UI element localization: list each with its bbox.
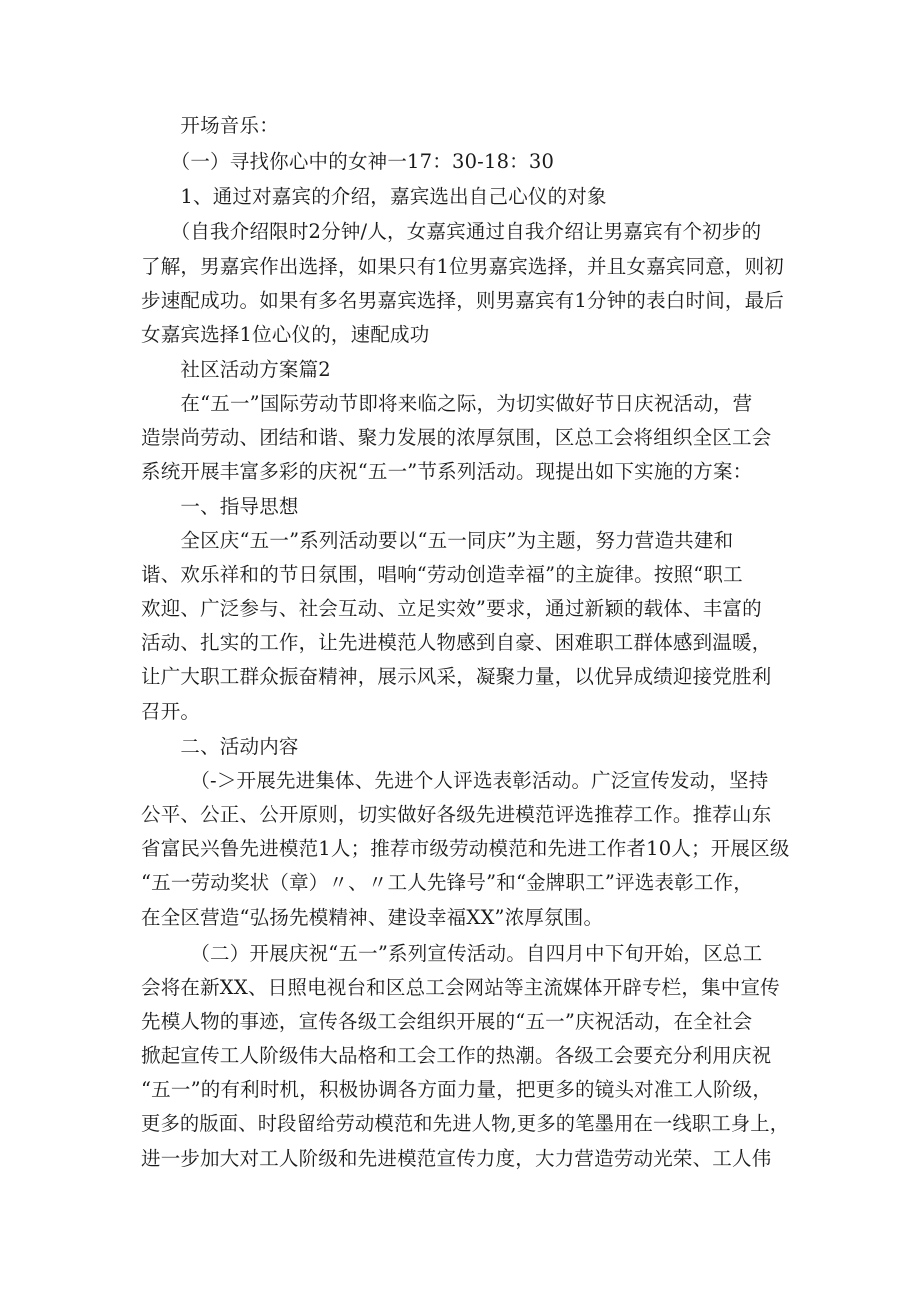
section-heading: 一、指导思想	[141, 495, 299, 518]
text-line: 了解，男嘉宾作出选择，如果只有1位男嘉宾选择，并且女嘉宾同意，则初	[141, 255, 785, 278]
text-line: 省富民兴鲁先进模范1人；推荐市级劳动模范和先进工作者10人；开展区级	[141, 837, 790, 860]
text-line: 女嘉宾选择1位心仪的，速配成功	[141, 323, 430, 346]
text-line: （二）开展庆祝“五一”系列宣传活动。自四月中下旬开始，区总工	[141, 942, 763, 965]
text-line: 公平、公正、公开原则，切实做好各级先进模范评选推荐工作。推荐山东	[141, 803, 772, 826]
text-line: 在“五一”国际劳动节即将来临之际，为切实做好节日庆祝活动，营	[141, 392, 753, 415]
text-line: 召开。	[141, 700, 201, 723]
text-line: 活动、扎实的工作，让先进模范人物感到自豪、困难职工群体感到温暖，	[141, 631, 772, 654]
text-line: 更多的版面、时段留给劳动模范和先进人物,更多的笔墨用在一线职工身上，	[141, 1112, 790, 1135]
text-line: 全区庆“五一”系列活动要以“五一同庆”为主题，努力营造共建和	[141, 529, 734, 552]
text-line: 让广大职工群众振奋精神，展示风采，凝聚力量，以优异成绩迎接党胜利	[141, 665, 772, 688]
text-line: 会将在新XX、日照电视台和区总工会网站等主流媒体开辟专栏，集中宣传	[141, 976, 780, 999]
section-heading: 社区活动方案篇2	[141, 358, 331, 381]
text-line: 谐、欢乐祥和的节日氛围，唱响“劳动创造幸福”的主旋律。按照“职工	[141, 563, 743, 586]
text-line: 1、通过对嘉宾的介绍，嘉宾选出自己心仪的对象	[141, 185, 607, 208]
text-line: 掀起宣传工人阶级伟大品格和工会工作的热潮。各级工会要充分利用庆祝	[141, 1044, 772, 1067]
text-line: （一）寻找你心中的女神一17：30-18：30	[141, 150, 555, 173]
text-line: 先模人物的事迹，宣传各级工会组织开展的“五一”庆祝活动，在全社会	[141, 1010, 753, 1033]
text-line: 开场音乐：	[141, 114, 279, 137]
text-line: “五一劳动奖状（章）〃、〃工人先锋号”和“金牌职工”评选表彰工作，	[141, 871, 753, 894]
text-line: 进一步加大对工人阶级和先进模范宣传力度，大力营造劳动光荣、工人伟	[141, 1147, 772, 1170]
text-line: 造崇尚劳动、团结和谐、聚力发展的浓厚氛围，区总工会将组织全区工会	[141, 426, 772, 449]
text-line: （自我介绍限时2分钟/人，女嘉宾通过自我介绍让男嘉宾有个初步的	[141, 220, 762, 243]
text-line: 步速配成功。如果有多名男嘉宾选择，则男嘉宾有1分钟的表白时间，最后	[141, 289, 785, 312]
text-line: 欢迎、广泛参与、社会互动、立足实效”要求，通过新颖的载体、丰富的	[141, 597, 762, 620]
section-heading: 二、活动内容	[141, 735, 299, 758]
text-line: “五一”的有利时机，积极协调各方面力量，把更多的镜头对准工人阶级，	[141, 1078, 773, 1101]
text-line: 在全区营造“弘扬先模精神、建设幸福XX”浓厚氛围。	[141, 906, 604, 929]
text-line: 系统开展丰富多彩的庆祝“五一”节系列活动。现提出如下实施的方案：	[141, 460, 753, 483]
text-line: （-＞开展先进集体、先进个人评选表彰活动。广泛宣传发动，坚持	[141, 769, 769, 792]
